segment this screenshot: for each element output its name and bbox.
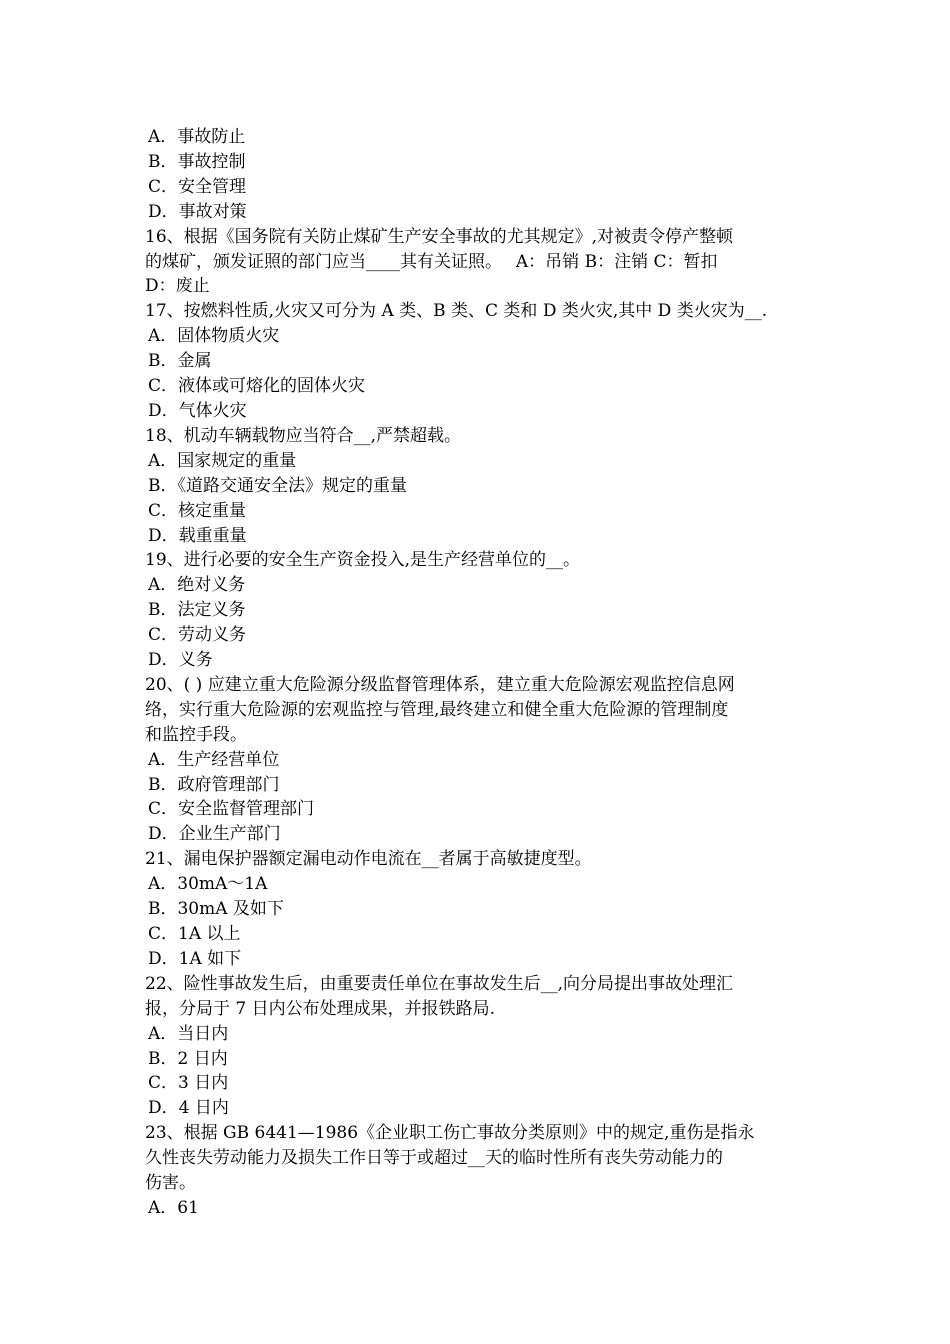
answer-option: B．30mA 及如下 (148, 899, 284, 920)
question-item (145, 972, 815, 1022)
answer-option: B．事故控制 (148, 151, 246, 172)
question-item (145, 225, 815, 300)
answer-option: D．气体火灾 (148, 400, 247, 421)
answer-option: C．劳动义务 (148, 625, 247, 646)
question-text-line: 16、根据《国务院有关防止煤矿生产安全事故的尤其规定》,对被责令停产整顿 (145, 226, 734, 247)
answer-option: C．核定重量 (148, 500, 247, 521)
answer-option: D．义务 (148, 650, 213, 671)
answer-option: A．绝对义务 (148, 575, 246, 596)
answer-option: C．安全监督管理部门 (148, 799, 315, 820)
question-text-line: 伤害。 (145, 1173, 196, 1194)
question-text-line: 22、险性事故发生后，由重要责任单位在事故发生后__,向分局提出事故处理汇 (145, 973, 734, 994)
answer-option: D．4 日内 (148, 1098, 229, 1119)
answer-option: D．载重重量 (148, 525, 247, 546)
answer-option: A．固体物质火灾 (148, 326, 280, 347)
question-text-line: 20、( ) 应建立重大危险源分级监督管理体系，建立重大危险源宏观监控信息网 (145, 674, 735, 695)
answer-option: C．安全管理 (148, 176, 247, 197)
question-text-line: 络，实行重大危险源的宏观监控与管理,最终建立和健全重大危险源的管理制度 (145, 699, 729, 720)
answer-option: C．液体或可熔化的固体火灾 (148, 376, 366, 397)
answer-option: C．1A 以上 (148, 924, 241, 944)
answer-option: A．生产经营单位 (148, 749, 280, 770)
question-text-line: 21、漏电保护器额定漏电动作电流在__者属于高敏捷度型。 (145, 849, 592, 870)
answer-option: D．企业生产部门 (148, 824, 281, 845)
question-text-line: 和监控手段。 (145, 724, 247, 745)
question-list (145, 125, 815, 1221)
answer-option: B．《道路交通安全法》规定的重量 (148, 475, 407, 496)
question-text-line: 久性丧失劳动能力及损失工作日等于或超过__天的临时性所有丧失劳动能力的 (145, 1148, 723, 1169)
answer-option: A．30mA～1A (148, 874, 268, 895)
question-text-line: 18、机动车辆载物应当符合__,严禁超载。 (145, 425, 462, 446)
answer-option: D．1A 如下 (148, 948, 242, 969)
answer-option: A．国家规定的重量 (148, 450, 297, 471)
question-text-line: 17、按燃料性质,火灾又可分为 A 类、B 类、C 类和 D 类火灾,其中 D 类火灾为__. (145, 301, 768, 322)
question-item (145, 847, 815, 872)
question-text-line: D：废止 (145, 276, 210, 297)
answer-option: A．61 (148, 1197, 199, 1218)
question-item (145, 548, 815, 573)
question-item (145, 1121, 815, 1196)
answer-option: B．法定义务 (148, 600, 246, 621)
answer-option: B．金属 (148, 351, 212, 372)
answer-option: B．政府管理部门 (148, 774, 280, 795)
question-text-line: 的煤矿，颁发证照的部门应当____其有关证照。 A：吊销 B：注销 C：暂扣 (145, 251, 718, 272)
question-item (145, 299, 815, 324)
question-text-line: 23、根据 GB 6441—1986《企业职工伤亡事故分类原则》中的规定,重伤是指永 (145, 1123, 755, 1144)
answer-option: A．当日内 (148, 1023, 229, 1044)
answer-option: B．2 日内 (148, 1048, 228, 1069)
answer-option: A．事故防止 (148, 127, 246, 147)
answer-option: C．3 日内 (148, 1073, 229, 1094)
answer-option: D．事故对策 (148, 201, 247, 222)
question-text-line: 报，分局于 7 日内公布处理成果，并报铁路局. (145, 998, 496, 1019)
question-item (145, 424, 815, 449)
question-text-line: 19、进行必要的安全生产资金投入,是生产经营单位的__。 (145, 550, 581, 571)
question-item (145, 673, 815, 748)
